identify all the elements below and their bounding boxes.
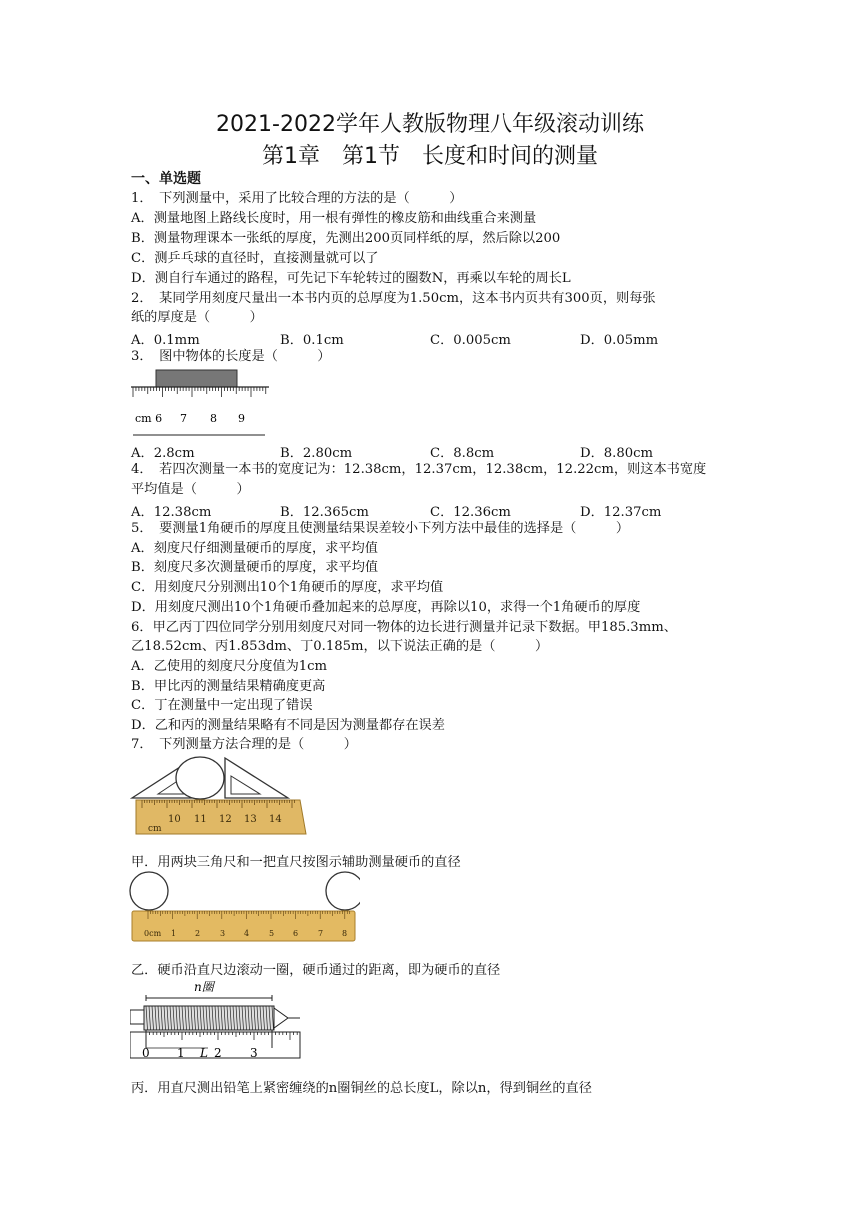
q7-caption-jia: 甲．用两块三角尺和一把直尺按图示辅助测量硬币的直径 bbox=[131, 855, 461, 870]
q4-option-b: B．12.365cm bbox=[280, 505, 369, 520]
q4-option-c: C．12.36cm bbox=[430, 505, 511, 520]
coin-start bbox=[130, 872, 168, 910]
document-title: 2021-2022学年人教版物理八年级滚动训练 bbox=[216, 112, 644, 137]
q5-stem: 5． 要测量1角硬币的厚度且使测量结果误差较小下列方法中最佳的选择是（ ） bbox=[131, 521, 630, 536]
document-subtitle: 第1章 第1节 长度和时间的测量 bbox=[262, 144, 598, 169]
q7-figure-bing bbox=[130, 978, 302, 1060]
yi-label-3: 3 bbox=[220, 929, 226, 938]
yi-label-8: 8 bbox=[342, 929, 348, 938]
bing-label-3: 3 bbox=[250, 1046, 258, 1060]
q2-stem-line1: 2． 某同学用刻度尺量出一本书内页的总厚度为1.50cm，这本书内页共有300页，则每张 bbox=[131, 291, 656, 306]
coin bbox=[176, 757, 224, 799]
bing-label-n: n圈 bbox=[194, 980, 214, 994]
q4-option-a: A．12.38cm bbox=[131, 505, 212, 520]
q7-figure-jia bbox=[130, 754, 310, 836]
q1-option-c: C．测乒乓球的直径时，直接测量就可以了 bbox=[131, 251, 379, 266]
q7-caption-bing: 丙．用直尺测出铅笔上紧密缠绕的n圈铜丝的总长度L，除以n，得到铜丝的直径 bbox=[131, 1081, 592, 1096]
ruler-label-9: 9 bbox=[238, 412, 245, 425]
ruler-label-8: 8 bbox=[210, 412, 217, 425]
section-heading: 一、单选题 bbox=[131, 171, 201, 187]
q1-option-a: A．测量地图上路线长度时，用一根有弹性的橡皮筋和曲线重合来测量 bbox=[131, 211, 537, 226]
ruler-label-7: 7 bbox=[180, 412, 187, 425]
q4-stem-line1: 4． 若四次测量一本书的宽度记为：12.38cm，12.37cm，12.38cm，12.22cm，则这本书宽度 bbox=[131, 462, 707, 477]
jia-label-14: 14 bbox=[269, 814, 282, 825]
yi-label-0: 0cm bbox=[144, 929, 162, 938]
q2-option-a: A．0.1mm bbox=[131, 333, 200, 348]
yi-label-6: 6 bbox=[293, 929, 299, 938]
q7-figure-yi bbox=[128, 870, 360, 946]
jia-label-11: 11 bbox=[194, 814, 207, 825]
q4-option-d: D．12.37cm bbox=[580, 505, 662, 520]
q7-stem: 7． 下列测量方法合理的是（ ） bbox=[131, 737, 357, 752]
q6-option-c: C．丁在测量中一定出现了错误 bbox=[131, 698, 313, 713]
yi-label-4: 4 bbox=[244, 929, 250, 938]
q7-caption-yi: 乙．硬币沿直尺边滚动一圈，硬币通过的距离，即为硬币的直径 bbox=[131, 963, 501, 978]
jia-label-10: 10 bbox=[168, 814, 181, 825]
q2-option-b: B．0.1cm bbox=[280, 333, 344, 348]
yi-label-7: 7 bbox=[318, 929, 324, 938]
q3-option-a: A．2.8cm bbox=[131, 446, 195, 461]
q2-stem-line2: 纸的厚度是（ ） bbox=[131, 310, 263, 325]
ruler-ticks bbox=[133, 387, 266, 397]
bing-label-2: 2 bbox=[214, 1046, 222, 1060]
yi-label-5: 5 bbox=[269, 929, 275, 938]
q6-stem-line2: 乙18.52cm、丙1.853dm、丁0.185m，以下说法正确的是（ ） bbox=[131, 639, 549, 654]
bing-label-0: 0 bbox=[142, 1046, 150, 1060]
q3-ruler-figure bbox=[131, 368, 271, 438]
bing-label-1: 1 bbox=[177, 1046, 185, 1060]
q3-option-b: B．2.80cm bbox=[280, 446, 353, 461]
q1-option-d: D．测自行车通过的路程，可先记下车轮转过的圈数N，再乘以车轮的周长L bbox=[131, 271, 571, 286]
q3-option-d: D．8.80cm bbox=[580, 446, 654, 461]
bing-label-L: L bbox=[200, 1046, 208, 1060]
jia-label-12: 12 bbox=[219, 814, 232, 825]
q6-option-d: D．乙和丙的测量结果略有不同是因为测量都存在误差 bbox=[131, 718, 445, 733]
q2-option-d: D．0.05mm bbox=[580, 333, 659, 348]
yi-label-2: 2 bbox=[195, 929, 201, 938]
q3-stem: 3． 图中物体的长度是（ ） bbox=[131, 349, 331, 364]
q5-option-b: B．刻度尺多次测量硬币的厚度，求平均值 bbox=[131, 560, 379, 575]
q3-option-c: C．8.8cm bbox=[430, 446, 495, 461]
q6-option-b: B．甲比丙的测量结果精确度更高 bbox=[131, 679, 326, 694]
q4-stem-line2: 平均值是（ ） bbox=[131, 482, 250, 497]
ruler-label-cm6: cm 6 bbox=[135, 412, 163, 425]
q1-option-b: B．测量物理课本一张纸的厚度，先测出200页同样纸的厚，然后除以200 bbox=[131, 231, 561, 246]
measured-block bbox=[156, 370, 237, 387]
coin-end bbox=[326, 872, 360, 910]
pencil-tip bbox=[274, 1008, 288, 1028]
q5-option-c: C．用刻度尺分别测出10个1角硬币的厚度，求平均值 bbox=[131, 580, 444, 595]
jia-label-cm: cm bbox=[148, 824, 162, 834]
q5-option-a: A．刻度尺仔细测量硬币的厚度，求平均值 bbox=[131, 541, 378, 556]
q1-stem: 1． 下列测量中，采用了比较合理的方法的是（ ） bbox=[131, 191, 463, 206]
q6-option-a: A．乙使用的刻度尺分度值为1cm bbox=[131, 659, 328, 674]
q2-option-c: C．0.005cm bbox=[430, 333, 511, 348]
pencil-end bbox=[130, 1010, 144, 1024]
yi-label-1: 1 bbox=[171, 929, 177, 938]
q6-stem-line1: 6．甲乙丙丁四位同学分别用刻度尺对同一物体的边长进行测量并记录下数据。甲185.3mm、 bbox=[131, 620, 677, 635]
q5-option-d: D．用刻度尺测出10个1角硬币叠加起来的总厚度，再除以10，求得一个1角硬币的厚度 bbox=[131, 600, 641, 615]
jia-label-13: 13 bbox=[244, 814, 257, 825]
triangle-ruler-right-inner bbox=[231, 776, 260, 794]
